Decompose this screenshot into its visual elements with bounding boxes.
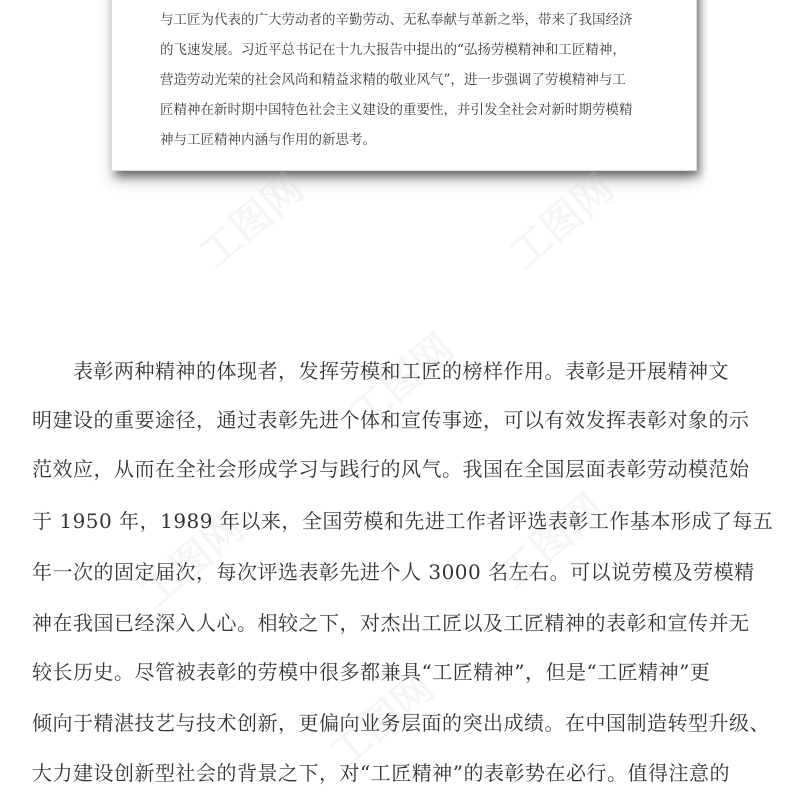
- body-line: 较长历史。尽管被表彰的劳模中很多都兼具“工匠精神”，但是“工匠精神”更: [32, 660, 711, 684]
- quote-line: 与工匠为代表的广大劳动者的辛勤劳动、无私奉献与革新之举，带来了我国经济: [160, 12, 633, 28]
- watermark: 工图网: [321, 664, 443, 778]
- body-line: 于 1950 年，1989 年以来，全国劳模和先进工作者评选表彰工作基本形成了每五: [32, 509, 774, 533]
- body-line: 范效应，从而在全社会形成学习与践行的风气。我国在全国层面表彰劳动模范始: [32, 457, 750, 481]
- body-line: 明建设的重要途径，通过表彰先进个体和宣传事迹，可以有效发挥表彰对象的示: [32, 408, 750, 432]
- body-line: 表彰两种精神的体现者，发挥劳模和工匠的榜样作用。表彰是开展精神文: [32, 359, 729, 383]
- body-line: 神在我国已经深入人心。相较之下，对杰出工匠以及工匠精神的表彰和宣传并无: [32, 611, 750, 635]
- quote-line: 营造劳动光荣的社会风尚和精益求精的敬业风气”，进一步强调了劳模精神与工: [160, 72, 626, 88]
- quote-line: 的飞速发展。习近平总书记在十九大报告中提出的“弘扬劳模精神和工匠精神，: [160, 42, 626, 58]
- quote-line: 匠精神在新时期中国特色社会主义建设的重要性，并引发全社会对新时期劳模精: [160, 102, 633, 118]
- watermark: 工图网: [191, 164, 313, 278]
- watermark: 工图网: [491, 484, 613, 598]
- watermark: 工图网: [341, 324, 463, 438]
- body-line: 年一次的固定届次，每次评选表彰先进个人 3000 名左右。可以说劳模及劳模精: [32, 560, 755, 584]
- body-line: 倾向于精湛技艺与技术创新，更偏向业务层面的突出成绩。在中国制造转型升级、: [32, 711, 770, 735]
- body-paragraph: [32, 0, 777, 800]
- watermark: 工图网: [131, 504, 253, 618]
- watermark: 工图网: [501, 164, 623, 278]
- quote-line: 神与工匠精神内涵与作用的新思考。: [160, 132, 376, 148]
- body-line: 大力建设创新型社会的背景之下，对“工匠精神”的表彰势在必行。值得注意的: [32, 761, 730, 785]
